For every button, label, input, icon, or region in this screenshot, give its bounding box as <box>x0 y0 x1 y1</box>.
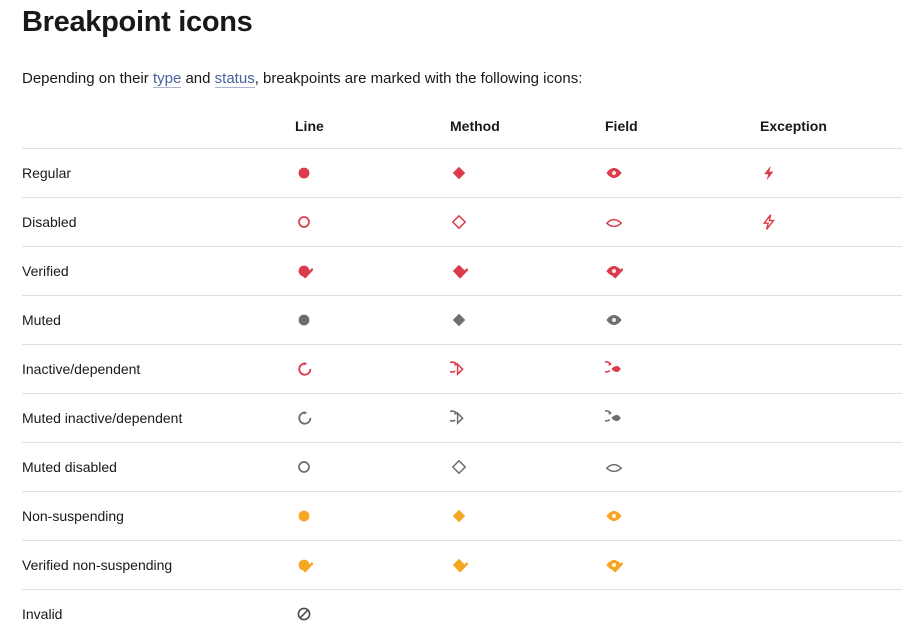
circle-outline-red-icon <box>295 213 313 231</box>
icon-cell <box>442 492 597 541</box>
icon-cell <box>597 590 752 639</box>
column-header-blank <box>22 118 287 149</box>
link-type[interactable]: type <box>152 70 182 87</box>
eye-arrow-red-icon <box>605 360 623 378</box>
diamond-arrow-red-icon <box>450 360 468 378</box>
circle-check-red-icon <box>295 262 313 280</box>
breakpoint-icons-table <box>22 118 902 638</box>
icon-cell <box>752 541 902 590</box>
row-label: Verified <box>22 247 287 296</box>
icon-cell <box>287 492 442 541</box>
row-label: Non-suspending <box>22 492 287 541</box>
intro-text-before: Depending on their <box>22 70 153 87</box>
table-row <box>22 198 902 247</box>
column-header-exception: Exception <box>760 118 827 134</box>
row-label: Muted inactive/dependent <box>22 394 287 443</box>
intro-paragraph <box>22 68 902 90</box>
eye-outline-red-icon <box>605 213 623 231</box>
table-row <box>22 296 902 345</box>
eye-filled-red-icon <box>605 164 623 182</box>
table-row <box>22 590 902 639</box>
table-row <box>22 345 902 394</box>
icon-cell <box>287 590 442 639</box>
link-status[interactable]: status <box>214 70 255 87</box>
circle-outline-gray-icon <box>295 458 313 476</box>
diamond-filled-gray-icon <box>450 311 468 329</box>
circle-arrow-red-icon <box>295 360 313 378</box>
row-label: Inactive/dependent <box>22 345 287 394</box>
row-label: Muted disabled <box>22 443 287 492</box>
diamond-outline-red-icon <box>450 213 468 231</box>
icon-cell <box>597 394 752 443</box>
table-row <box>22 443 902 492</box>
row-label: Verified non-suspending <box>22 541 287 590</box>
icon-cell <box>597 247 752 296</box>
page-title: Breakpoint icons <box>22 6 253 38</box>
column-header-line: Line <box>295 118 324 134</box>
intro-text-mid: and <box>181 70 215 87</box>
table-row <box>22 492 902 541</box>
icon-cell <box>287 296 442 345</box>
icon-cell <box>287 394 442 443</box>
table-body <box>22 149 902 639</box>
icon-cell <box>597 296 752 345</box>
row-label: Disabled <box>22 198 287 247</box>
icon-cell <box>287 149 442 198</box>
icon-cell <box>597 345 752 394</box>
icon-cell <box>442 590 597 639</box>
icon-cell <box>752 198 902 247</box>
icon-cell <box>442 394 597 443</box>
row-label: Invalid <box>22 590 287 639</box>
circle-filled-red-icon <box>295 164 313 182</box>
lightning-red-icon <box>760 164 778 182</box>
icon-cell <box>287 345 442 394</box>
circle-check-orange-icon <box>295 556 313 574</box>
diamond-check-red-icon <box>450 262 468 280</box>
circle-filled-orange-icon <box>295 507 313 525</box>
diamond-outline-gray-icon <box>450 458 468 476</box>
table-row <box>22 394 902 443</box>
icon-cell <box>752 394 902 443</box>
icon-cell <box>442 443 597 492</box>
icon-cell <box>287 247 442 296</box>
circle-filled-gray-icon <box>295 311 313 329</box>
column-header-field: Field <box>605 118 638 134</box>
circle-arrow-gray-icon <box>295 409 313 427</box>
column-header-method: Method <box>450 118 500 134</box>
intro-text-after: , breakpoints are marked with the following icons: <box>254 70 583 87</box>
icon-cell <box>752 443 902 492</box>
eye-check-red-icon <box>605 262 623 280</box>
diamond-filled-orange-icon <box>450 507 468 525</box>
icon-cell <box>287 443 442 492</box>
diamond-arrow-gray-icon <box>450 409 468 427</box>
icon-cell <box>442 247 597 296</box>
table-row <box>22 149 902 198</box>
icon-cell <box>752 247 902 296</box>
icon-cell <box>752 296 902 345</box>
eye-filled-orange-icon <box>605 507 623 525</box>
icon-cell <box>752 149 902 198</box>
diamond-check-orange-icon <box>450 556 468 574</box>
icon-cell <box>442 296 597 345</box>
table-header-row <box>22 118 902 149</box>
icon-cell <box>597 198 752 247</box>
icon-cell <box>597 149 752 198</box>
icon-cell <box>597 492 752 541</box>
icon-cell <box>287 541 442 590</box>
table-row <box>22 541 902 590</box>
icon-cell <box>442 345 597 394</box>
icon-cell <box>752 492 902 541</box>
icon-cell <box>287 198 442 247</box>
eye-check-orange-icon <box>605 556 623 574</box>
table-row <box>22 247 902 296</box>
lightning-outline-red-icon <box>760 213 778 231</box>
diamond-filled-red-icon <box>450 164 468 182</box>
row-label: Muted <box>22 296 287 345</box>
eye-outline-gray-icon <box>605 458 623 476</box>
icon-cell <box>442 149 597 198</box>
row-label: Regular <box>22 149 287 198</box>
icon-cell <box>597 443 752 492</box>
circle-slash-gray-icon <box>295 605 313 623</box>
icon-cell <box>752 345 902 394</box>
icon-cell <box>752 590 902 639</box>
eye-arrow-gray-icon <box>605 409 623 427</box>
icon-cell <box>442 198 597 247</box>
icon-cell <box>442 541 597 590</box>
eye-filled-gray-icon <box>605 311 623 329</box>
icon-cell <box>597 541 752 590</box>
